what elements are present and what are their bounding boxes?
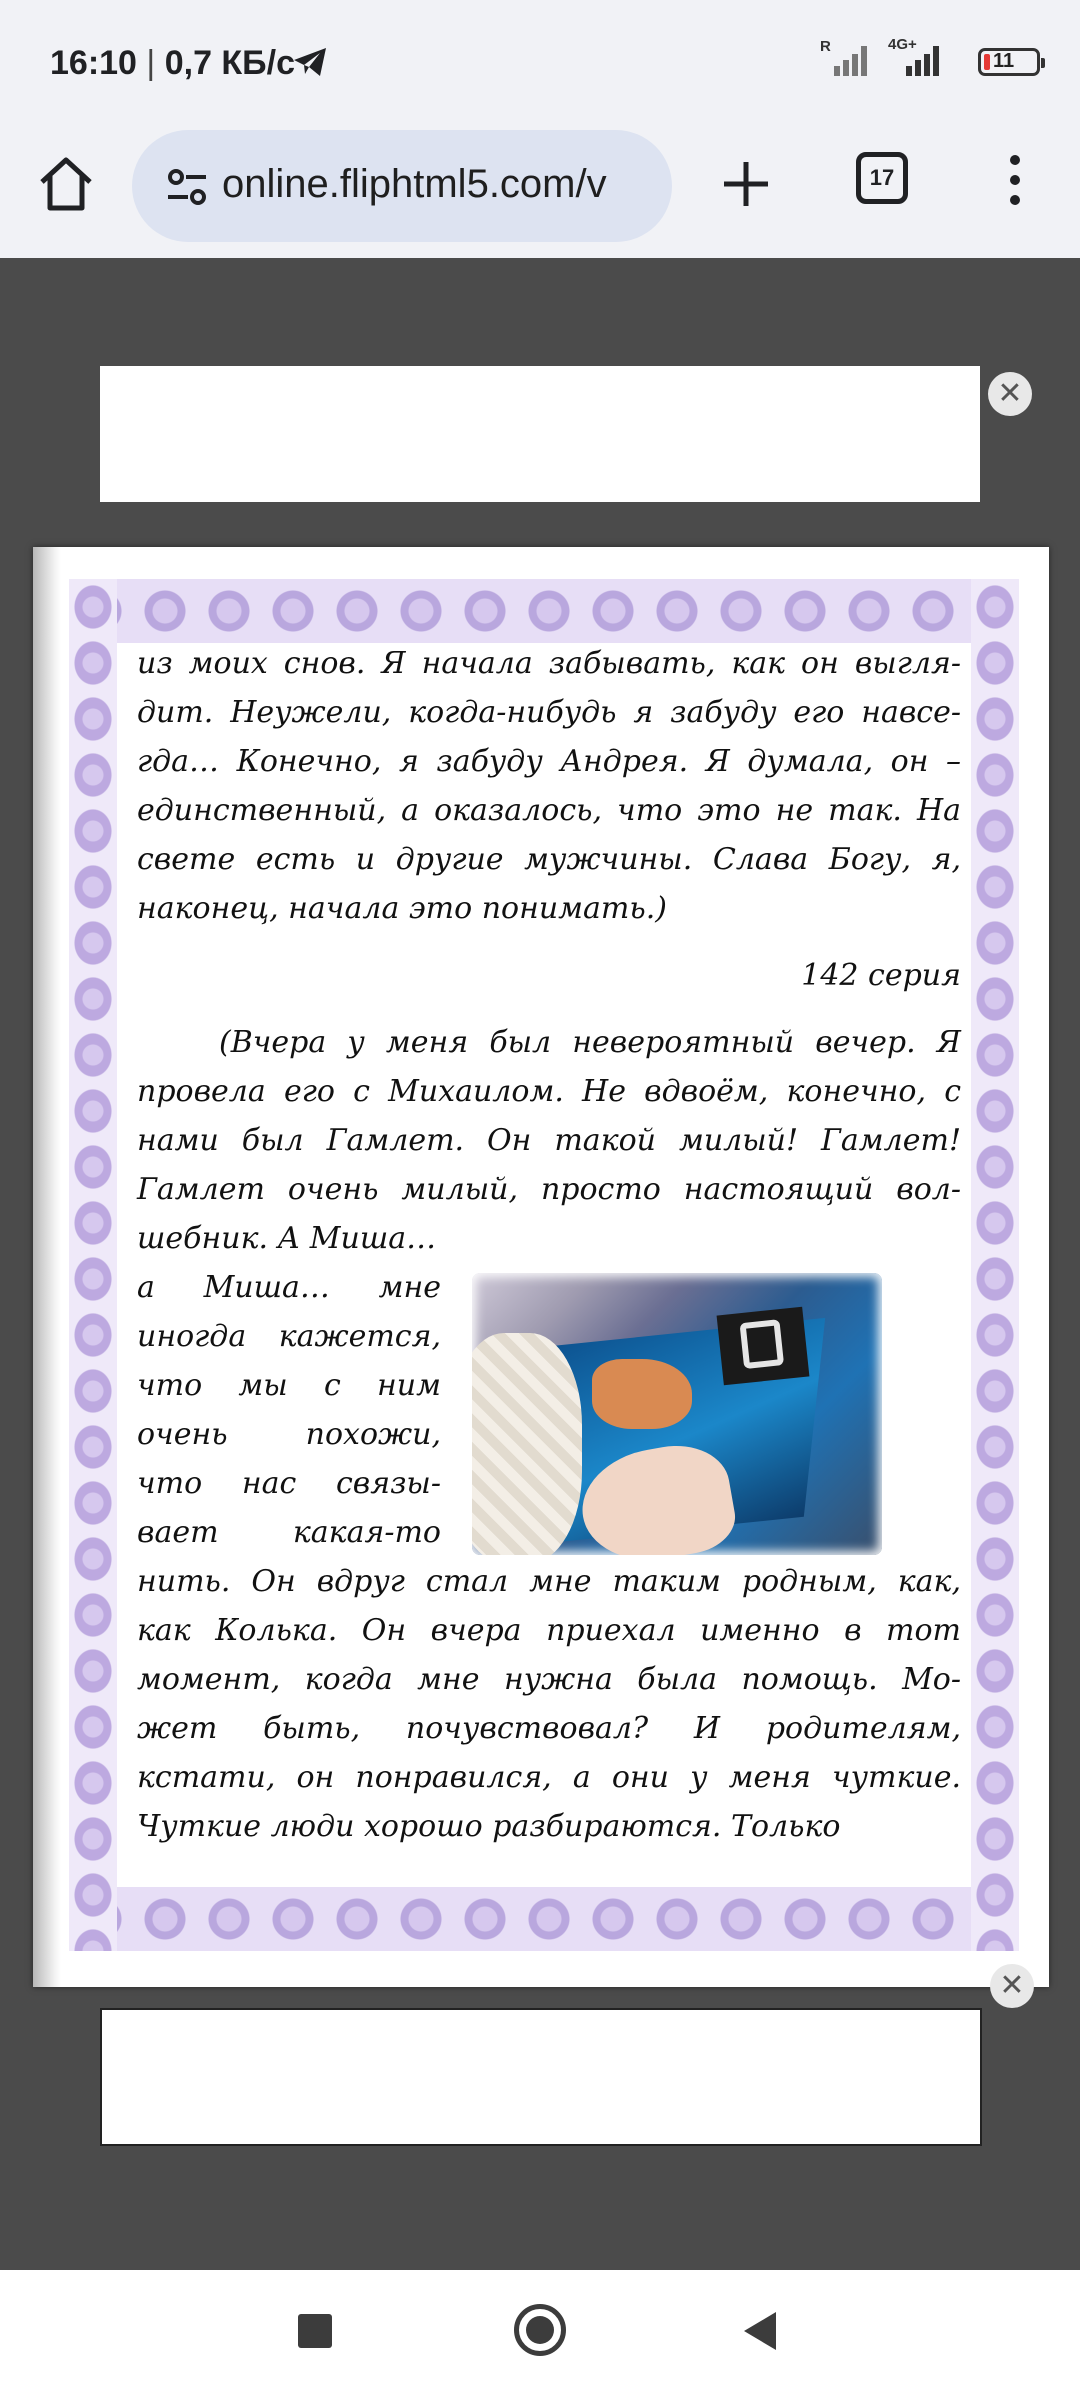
signal2-label: 4G+ [888, 36, 917, 53]
network-speed: 0,7 КБ/с [164, 44, 295, 82]
status-time-group [50, 44, 295, 83]
magazine-photo [472, 1273, 882, 1555]
text-line: Чуткие люди хорошо разбираются. Только [137, 1809, 841, 1844]
status-separator: | [146, 44, 156, 82]
home-nav-icon[interactable] [514, 2304, 566, 2356]
text-line: Гамлет очень милый, просто настоящий вол- [137, 1172, 961, 1207]
text-line: нами был Гамлет. Он такой милый! Гамлет! [137, 1123, 961, 1158]
telegram-icon [292, 46, 328, 78]
photo-cover-badge [717, 1307, 810, 1386]
page-fold-shadow [33, 547, 61, 1987]
text-line: шебник. А Миша… [137, 1221, 437, 1256]
status-clock: 16:10 [50, 44, 137, 82]
text-column [137, 1263, 441, 1557]
web-content [0, 258, 1080, 2270]
lace-edge-left [69, 579, 117, 1951]
more-options-icon[interactable] [990, 148, 1040, 212]
photo-cover-figure [592, 1359, 692, 1429]
text-line: (Вчера у меня был невероятный вечер. Я [219, 1025, 961, 1060]
ad-close-top-icon[interactable]: ✕ [988, 372, 1032, 416]
status-bar [0, 0, 1080, 130]
photo-sleeve [472, 1333, 582, 1555]
photo-badge-mark [740, 1319, 785, 1369]
browser-toolbar [0, 130, 1080, 259]
ad-close-bottom-icon[interactable]: ✕ [990, 1964, 1034, 2008]
battery-fill [984, 54, 990, 70]
text-line: вает какая-то [137, 1515, 441, 1550]
text-line: что нас связы- [137, 1466, 441, 1501]
text-line: кстати, он понравился, а они у меня чуткие. [137, 1760, 961, 1795]
text-line: жет быть, почувствовал? И родителям, [137, 1711, 961, 1746]
signal1-icon [832, 42, 872, 78]
text-line: нить. Он вдруг стал мне таким родным, как, [137, 1564, 961, 1599]
text-line: очень похожи, [137, 1417, 441, 1452]
status-icons [820, 36, 1040, 82]
text-line: из моих снов. Я начала забывать, как он выгля- [137, 646, 961, 681]
flipbook-page[interactable] [33, 547, 1049, 1987]
page-text [137, 639, 961, 1851]
site-settings-icon[interactable] [166, 166, 208, 208]
text-line: что мы с ним [137, 1368, 441, 1403]
episode-heading: 142 серия [801, 958, 961, 993]
battery-icon [978, 48, 1040, 76]
text-line: гда… Конечно, я забуду Андрея. Я думала, он – [137, 744, 961, 779]
text-line: единственный, а оказалось, что это не так. На [137, 793, 961, 828]
lace-edge-right [971, 579, 1019, 1951]
lace-edge-top [69, 579, 1019, 643]
home-icon[interactable] [34, 152, 98, 216]
back-icon[interactable] [740, 2310, 780, 2352]
text-line: иногда кажется, [137, 1319, 441, 1354]
text-line: дит. Неужели, когда-нибудь я забуду его навсе- [137, 695, 961, 730]
lace-edge-bottom [69, 1887, 1019, 1951]
ad-banner-top[interactable] [100, 366, 980, 502]
system-nav-bar [0, 2270, 1080, 2400]
text-line: а Миша… мне [137, 1270, 441, 1305]
recent-apps-icon[interactable] [298, 2314, 332, 2348]
ad-banner-bottom[interactable] [100, 2008, 982, 2146]
text-line: свете есть и другие мужчины. Слава Богу, я, [137, 842, 961, 877]
battery-level: 11 [993, 50, 1015, 72]
text-line: наконец, начала это понимать.) [137, 891, 667, 926]
text-line: момент, когда мне нужна была помощь. Мо- [137, 1662, 961, 1697]
signal2-icon [904, 42, 944, 78]
url-bar[interactable] [132, 130, 672, 242]
text-line: провела его с Михаилом. Не вдвоём, конечно, с [137, 1074, 961, 1109]
text-line: как Колька. Он вчера приехал именно в тот [137, 1613, 961, 1648]
tab-switcher-button[interactable]: 17 [856, 152, 908, 204]
text-photo-block [137, 1263, 961, 1557]
signal1-label: R [820, 38, 831, 55]
url-text[interactable]: online.fliphtml5.com/v [222, 162, 607, 206]
new-tab-icon[interactable] [714, 152, 778, 216]
